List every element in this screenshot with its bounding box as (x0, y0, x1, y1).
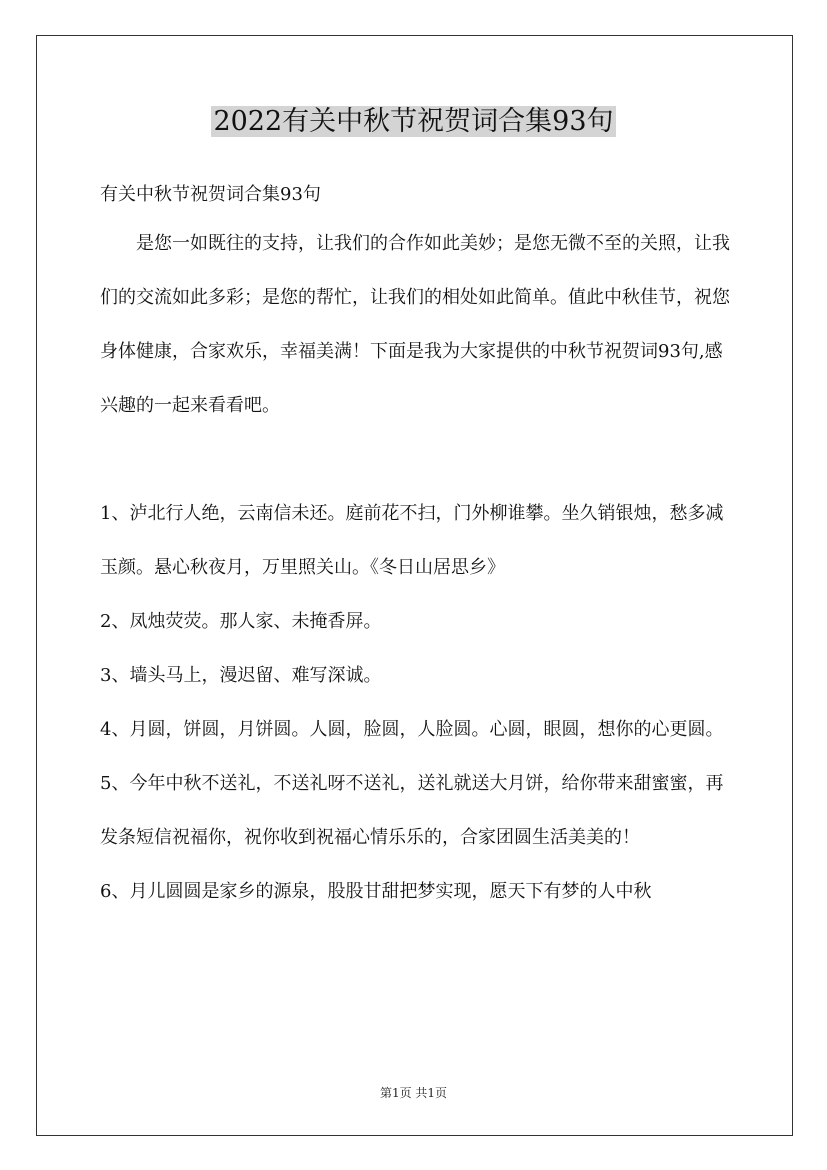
document-body (100, 173, 740, 919)
list-item: 1、泸北行人绝，云南信未还。庭前花不扫，门外柳谁攀。坐久销银烛，愁多减玉颜。悬心秋夜月，万里照关山。《冬日山居思乡》 (100, 503, 724, 578)
list-item: 4、月圆，饼圆，月饼圆。人圆，脸圆，人脸圆。心圆，眼圆，想你的心更圆。 (100, 719, 724, 740)
page-footer: 第1页 共1页 (379, 1086, 448, 1100)
list-item: 5、今年中秋不送礼，不送礼呀不送礼，送礼就送大月饼，给你带来甜蜜蜜，再发条短信祝福你，祝你收到祝福心情乐乐的，合家团圆生活美美的！ (100, 773, 724, 848)
list-item: 2、凤烛荧荧。那人家、未掩香屏。 (100, 611, 382, 632)
paragraph-spacer (100, 433, 740, 487)
list-item: 3、墙头马上，漫迟留、难写深诚。 (100, 665, 382, 686)
intro-paragraph: 是您一如既往的支持，让我们的合作如此美妙；是您无微不至的关照，让我们的交流如此多彩；是您的帮忙，让我们的相处如此简单。值此中秋佳节，祝您身体健康，合家欢乐，幸福美满！下面是我为大家提供的中秋节祝贺词93句,感兴趣的一起来看看吧。 (100, 233, 730, 416)
document-title (0, 102, 827, 142)
document-subtitle: 有关中秋节祝贺词合集93句 (100, 184, 321, 205)
document-title-text: 2022有关中秋节祝贺词合集93句 (213, 106, 614, 137)
list-item: 6、月儿圆圆是家乡的源泉，股股甘甜把梦实现，愿天下有梦的人中秋 (100, 881, 652, 902)
